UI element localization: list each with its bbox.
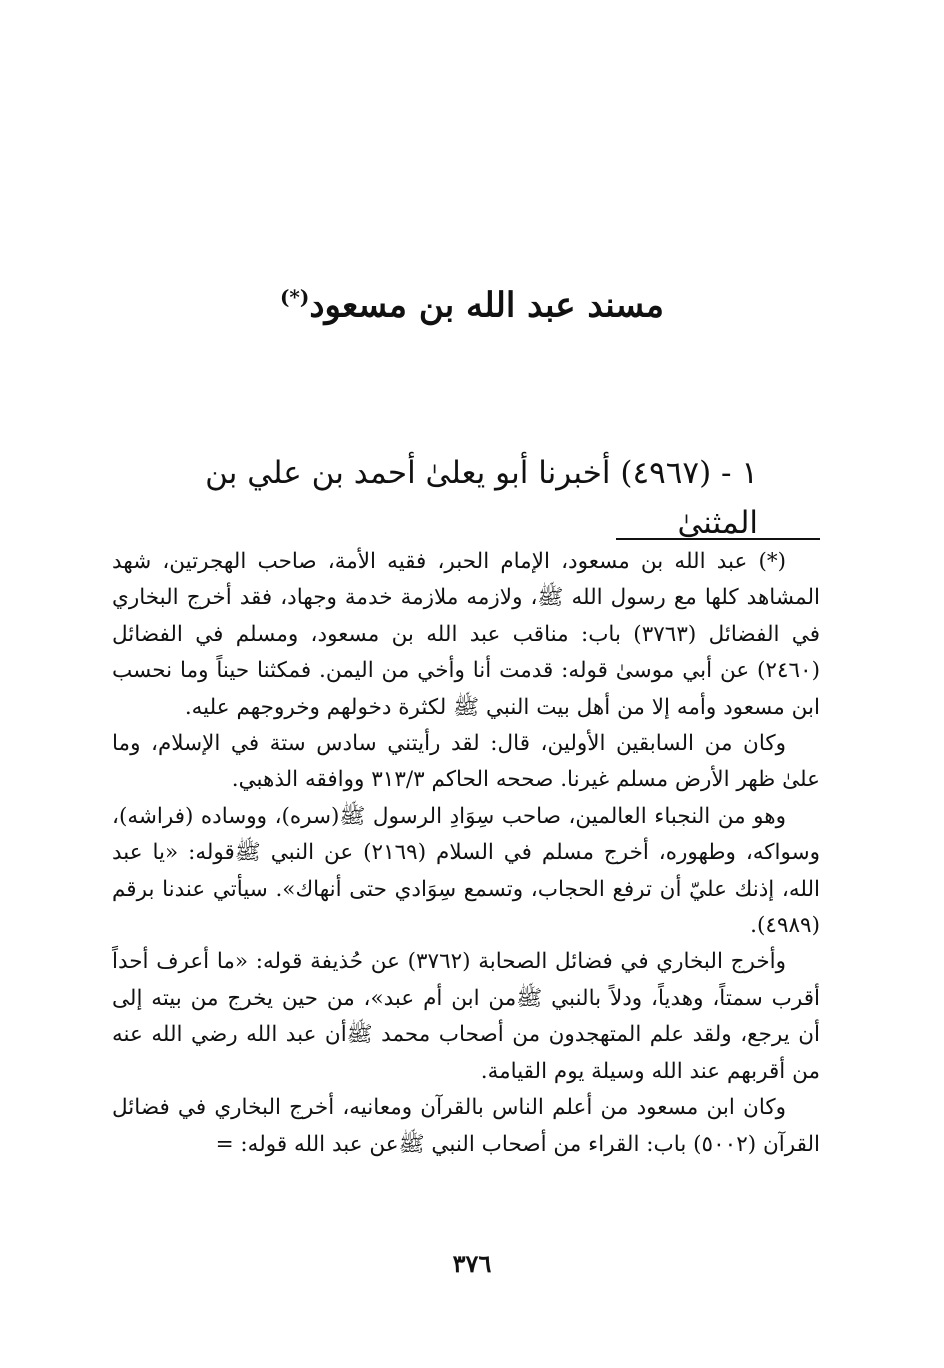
title-text: مسند عبد الله بن مسعود (309, 285, 665, 326)
footnote-paragraph-4: وأخرج البخاري في فضائل الصحابة (٣٧٦٢) عن حُذيفة قوله: «ما أعرف أحداً أقرب سمتاً، وهدياً، ودلاً بالنبي ﷺمن ابن أم عبد»، من حين يخرج من بيته إلى أن يرجع، ولقد علم المتهجدون من أصحاب محمد ﷺأن عبد الله رضي الله عنه من أقربهم عند الله وسيلة يوم القيامة. (112, 949, 820, 1084)
title-footnote-marker: (*) (279, 285, 310, 309)
footnote-paragraph-5: وكان ابن مسعود من أعلم الناس بالقرآن ومعانيه، أخرج البخاري في فضائل القرآن (٥٠٠٢) باب: القراء من أصحاب النبي ﷺعن عبد الله قوله: = (112, 1095, 820, 1157)
footnote-paragraph-2: وكان من السابقين الأولين، قال: لقد رأيتني سادس ستة في الإسلام، وما علىٰ ظهر الأرض مسلم غيرنا. صححه الحاكم ٣١٣/٣ ووافقه الذهبي. (112, 731, 820, 793)
footnote-paragraph-1: (*) عبد الله بن مسعود، الإمام الحبر، فقيه الأمة، صاحب الهجرتين، شهد المشاهد كلها مع رسول الله ﷺ، ولازمه ملازمة خدمة وجهاد، فقد أخرج البخاري في الفضائل (٣٧٦٣) باب: مناقب عبد الله بن مسعود، ومسلم في الفضائل (٢٤٦٠) عن أبي موسىٰ قوله: قدمت أنا وأخي من اليمن. فمكثنا حيناً وما نحسب ابن مسعود وأمه إلا من أهل بيت النبي ﷺ لكثرة دخولهم وخروجهم عليه. (112, 549, 820, 720)
page-title (0, 272, 944, 330)
hadith-text: ١ - (٤٩٦٧) أخبرنا أبو يعلىٰ أحمد بن علي بن المثنىٰ (205, 455, 758, 541)
footnote-divider (616, 538, 820, 540)
page-number: ٣٧٦ (452, 1249, 492, 1278)
footnote-section (112, 544, 820, 1163)
footnote-paragraph-3: وهو من النجباء العالمين، صاحب سِوَادِ الرسول ﷺ(سره)، ووساده (فراشه)، وسواكه، وطهوره، أخرج مسلم في السلام (٢١٦٩) عن النبي ﷺقوله: «يا عبد الله، إذنك عليّ أن ترفع الحجاب، وتسمع سِوَادي حتى أنهاك». سيأتي عندنا برقم (٤٩٨٩). (112, 803, 820, 939)
